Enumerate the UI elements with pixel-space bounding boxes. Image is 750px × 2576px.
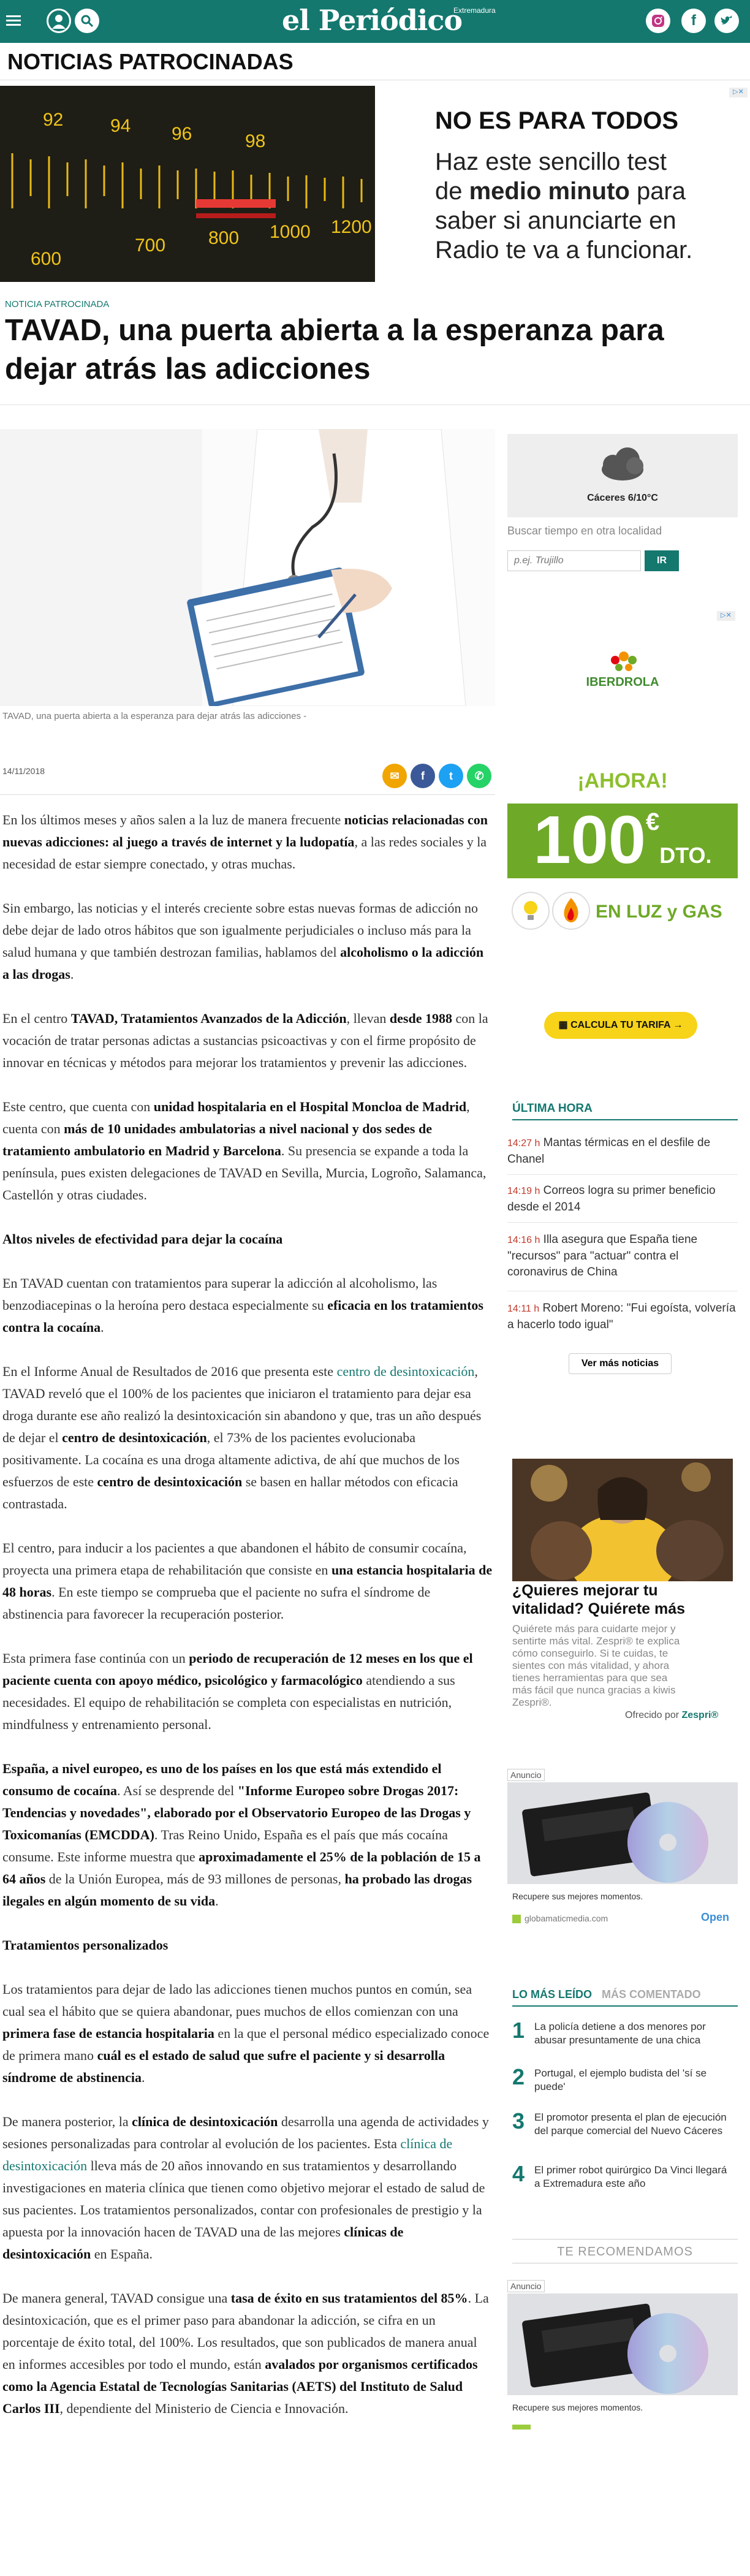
tab-mas-comentado[interactable]: MÁS COMENTADO [602, 1988, 701, 2000]
news-item[interactable]: 14:19 h Correos logra su primer beneficio desde el 2014 [507, 1184, 716, 1214]
paragraph: En los últimos meses y años salen a la luz de manera frecuente noticias relacionadas con nuevas adicciones: al juego a través de internet y la ludopatía, a las redes sociales y la necesidad de estar siempre conectado, y otras muchas. [2, 812, 488, 872]
source-logo-icon [512, 1915, 521, 1923]
energy-promo-ad[interactable] [507, 769, 738, 1039]
ad-label: Anuncio [507, 1769, 545, 1781]
calcula-tarifa-button[interactable]: ▦ CALCULA TU TARIFA → [544, 1012, 697, 1039]
adchoices-icon[interactable]: ▷✕ [729, 88, 748, 97]
instagram-icon[interactable] [646, 9, 670, 33]
ad-source: globamaticmedia.com [512, 1913, 608, 1923]
calculator-icon: ▦ [558, 1020, 571, 1030]
dial-number: 1000 [270, 222, 311, 242]
dial-number: 98 [245, 131, 266, 151]
twitter-share-icon[interactable]: t [439, 764, 463, 788]
section-title: NOTICIAS PATROCINADAS [7, 49, 294, 74]
dial-number: 96 [172, 124, 192, 144]
top-bar [0, 0, 750, 43]
email-share-icon[interactable]: ✉ [382, 764, 407, 788]
dial-number: 800 [208, 228, 240, 248]
dial-number: 600 [31, 249, 62, 269]
ad-source-bar [512, 2425, 531, 2430]
svg-text:EN LUZ y GAS: EN LUZ y GAS [596, 902, 722, 922]
vhs-ad[interactable] [507, 2280, 738, 2464]
logo-subtitle: Extremadura [453, 6, 496, 15]
dial-number: 92 [43, 110, 64, 130]
list-item[interactable]: 2 Portugal, el ejemplo budista del 'sí se puede' [512, 2064, 707, 2092]
ad-open-button[interactable]: Open [700, 1911, 729, 1923]
weather-go-button[interactable]: IR [645, 550, 679, 571]
site-logo[interactable]: el Periódico Extremadura [282, 4, 496, 37]
subheading: Tratamientos personalizados [2, 1937, 169, 1953]
paragraph: Este centro, que cuenta con unidad hospitalaria en el Hospital Moncloa de Madrid, cuenta con más de 10 unidades ambulatorias a nivel nacional y dos sedes de tratamiento ambulatorio en Madrid y Barcelona. Su presencia se expande a toda la península, pues existen delegaciones de TAVAD en Sevilla, Murcia, Logroño, Salamanca, Castellón y otras ciudades. [2, 1099, 487, 1203]
weather-widget[interactable] [507, 434, 738, 517]
dial-number: 1200 [331, 217, 372, 237]
list-item[interactable]: 1 La policía detiene a dos menores por abusar presuntamente de una chica [512, 2018, 706, 2046]
vhs-dvd-image [507, 1782, 738, 1884]
cloud-icon [507, 434, 738, 493]
facebook-share-icon[interactable]: f [411, 764, 435, 788]
mas-tabs [512, 1988, 738, 2007]
promo-discount: 100€DTO. [507, 804, 738, 878]
arrow-right-icon: → [670, 1020, 683, 1030]
user-icon[interactable] [47, 9, 71, 33]
article-photo[interactable] [0, 429, 495, 706]
ad-label: Anuncio [507, 2280, 545, 2292]
dial-number: 700 [135, 235, 166, 256]
iberdrola-logo [507, 622, 738, 708]
vhs-ad[interactable] [507, 1769, 738, 1929]
promo-ahora: ¡AHORA! [577, 769, 668, 792]
iberdrola-ad[interactable] [507, 610, 738, 708]
banner-headline: NO ES PARA TODOS [435, 107, 679, 134]
bulb-icon [524, 901, 537, 914]
divider [512, 1119, 738, 1120]
news-item[interactable]: 14:11 h Robert Moreno: "Fui egoísta, volvería a hacerlo todo igual" [507, 1302, 736, 1331]
article-body [2, 809, 493, 2442]
weather-search-label: Buscar tiempo en otra localidad [507, 525, 662, 537]
banner-copy: Haz este sencillo test de medio minuto para saber si anunciarte en Radio te va a funcionar. [435, 148, 693, 264]
radio-dial-image[interactable] [0, 86, 375, 282]
weather-location: Cáceres 6/10°C [587, 493, 658, 503]
divider [0, 794, 495, 795]
weather-search-input[interactable] [507, 550, 641, 571]
paragraph: Los tratamientos para dejar de lado las adicciones tienen muchos puntos en común, sea cual sea el hábito que se quiera abandonar, pues muchos de ellos comienzan con una primera fase de estancia hospitalaria en la que el personal médico especializado conoce de primera mano cuál es el estado de salud que sufre el paciente y si desarrolla síndrome de abstinencia. [2, 1981, 490, 2085]
zespri-photo[interactable] [512, 1459, 733, 1581]
adchoices-icon[interactable]: ▷✕ [717, 611, 735, 621]
paragraph: En el centro TAVAD, Tratamientos Avanzados de la Adicción, llevan desde 1988 con la vocación de tratar personas adictas a sustancias psicoactivas y con el firme propósito de innovar en técnicas y métodos para mejorar los tratamientos y prevenir las adicciones. [2, 1011, 488, 1070]
twitter-icon[interactable] [714, 9, 739, 33]
zespri-sponsor: Ofrecido por Zespri® [625, 1710, 719, 1720]
zespri-title[interactable]: ¿Quieres mejorar tu vitalidad? Quiérete más [512, 1582, 686, 1617]
ad-caption: Recupere sus mejores momentos. [512, 2403, 643, 2412]
vhs-dvd-image [507, 2293, 738, 2395]
menu-icon[interactable] [6, 13, 21, 28]
svg-text:IBERDROLA: IBERDROLA [586, 675, 659, 689]
news-item[interactable]: 14:27 h Mantas térmicas en el desfile de Chanel [507, 1136, 711, 1166]
zespri-text: Quiérete más para cuidarte mejor y sentirte más vital. Zespri® te explica cómo conseguirlo. Si te cuidas, te sientes con más vitalidad, y ahora tienes herramientas para que sea más fácil que nunca gracias a kiwis Zespri®. [512, 1623, 680, 1708]
clinica-link[interactable]: clínica de desintoxicación [2, 2136, 453, 2173]
subheading: Altos niveles de efectividad para dejar la cocaína [2, 1231, 283, 1247]
paragraph: En el Informe Anual de Resultados de 2016 que presenta este centro de desintoxicación, TAVAD reveló que el 100% de los pacientes que iniciaron el tratamiento para dejar esa droga durante ese año realizó la desintoxicación sin abandono y que, tras un año después de dejar el centro de desintoxicación, el 73% de los pacientes evolucionaba positivamente. La cocaína es una droga altamente adictiva, de ahí que muchos de los esfuerzos de este centro de desintoxicación se basen en hallar métodos con eficacia contrastada. [2, 1364, 482, 1511]
whatsapp-share-icon[interactable]: ✆ [467, 764, 491, 788]
paragraph: El centro, para inducir a los pacientes a que abandonen el hábito de consumir cocaína, proyecta una primera etapa de rehabilitación que consiste en una estancia hospitalaria de 48 horas. En este tiempo se comprueba que el paciente no sufra el síndrome de abstinencia para favorecer la recuperación posterior. [2, 1540, 493, 1622]
article-title: TAVAD, una puerta abierta a la esperanza para dejar atrás las adicciones [5, 314, 664, 386]
banner-ad-text[interactable] [435, 107, 723, 265]
facebook-icon[interactable]: f [681, 9, 706, 33]
tab-mas-leido[interactable]: LO MÁS LEÍDO [512, 1988, 592, 2000]
paragraph: En TAVAD cuentan con tratamientos para superar la adicción al alcoholismo, las benzodiacepinas o la heroína pero destaca especialmente su eficacia en los tratamientos contra la cocaína. [2, 1275, 483, 1335]
photo-caption: TAVAD, una puerta abierta a la esperanza para dejar atrás las adicciones - [2, 711, 307, 721]
dial-number: 94 [110, 116, 131, 136]
desintoxicacion-link[interactable]: centro de desintoxicación [336, 1364, 475, 1379]
paragraph: Sin embargo, las noticias y el interés creciente sobre estas nuevas formas de adicción no debe dejar de lado otros hábitos que son igualmente perjudiciales o incluso más para la salud humana y que también destrozan familias, hablamos del alcoholismo o la adicción a las drogas. [2, 900, 484, 982]
list-item[interactable]: 4 El primer robot quirúrgico Da Vinci llegará a Extremadura este año [512, 2161, 727, 2189]
paragraph: De manera posterior, la clínica de desintoxicación desarrolla una agenda de actividades y sesiones personalizadas para controlar al evolución de los pacientes. Esta clínica de desintoxicación lleva más de 20 años innovando en sus tratamientos y desarrollando investigaciones en materia clínica que tienen como objetivo mejorar el estado de salud de sus pacientes. Los tratamientos personalizados, contar con profesionales de prestigio y la apuesta por la innovación hacen de TAVAD una de las mejores clínicas de desintoxicación en España. [2, 2114, 489, 2262]
promo-luz-gas [507, 889, 738, 932]
news-item[interactable]: 14:16 h Illa asegura que España tiene "recursos" para "actuar" contra el coronavirus de China [507, 1233, 698, 1279]
article-date: 14/11/2018 [2, 766, 45, 776]
te-recomendamos-title: TE RECOMENDAMOS [512, 2239, 738, 2263]
divider [507, 1222, 738, 1223]
paragraph: De manera general, TAVAD consigue una tasa de éxito en sus tratamientos del 85%. La desintoxicación, que es el primer paso para abandonar la adicción, se cifra en un porcentaje de éxito total, del 100%. Los resultados, que son publicados de manera anual en informes accesibles por todo el mundo, están avalados por organismos certificados como la Agencia Estatal de Tecnologías Sanitarias (AETS) del Instituto de Salud Carlos III, dependiente del Ministerio de Ciencia e Innovación. [2, 2290, 489, 2416]
paragraph: España, a nivel europeo, es uno de los países en los que está más extendido el consumo de cocaína. Así se desprende del "Informe Europeo sobre Drogas 2017: Tendencias y novedades", elaborado por el Observatorio Europeo de las Drogas y Toxicomanías (EMCDDA). Tras Reino Unido, España es el país que más cocaína consume. Este informe muestra que aproximadamente el 25% de la población de 15 a 64 años de la Unión Europea, más de 93 millones de personas, ha probado las drogas ilegales en algún momento de su vida. [2, 1761, 481, 1909]
list-item[interactable]: 3 El promotor presenta el plan de ejecución del parque comercial del Nuevo Cáceres [512, 2108, 727, 2137]
ver-mas-noticias-button[interactable]: Ver más noticias [569, 1353, 672, 1374]
ultima-hora-title: ÚLTIMA HORA [512, 1102, 593, 1115]
article-kicker[interactable]: NOTICIA PATROCINADA [5, 299, 110, 310]
ad-caption: Recupere sus mejores momentos. [512, 1891, 643, 1901]
search-icon[interactable] [75, 9, 99, 33]
paragraph: Esta primera fase continúa con un periodo de recuperación de 12 meses en los que el paciente cuenta con apoyo médico, psicológico y farmacológico atendiendo a sus necesidades. El equipo de rehabilitación se completa con especialistas en nutrición, mindfulness y entrenamiento personal. [2, 1651, 473, 1732]
divider [507, 1174, 738, 1175]
